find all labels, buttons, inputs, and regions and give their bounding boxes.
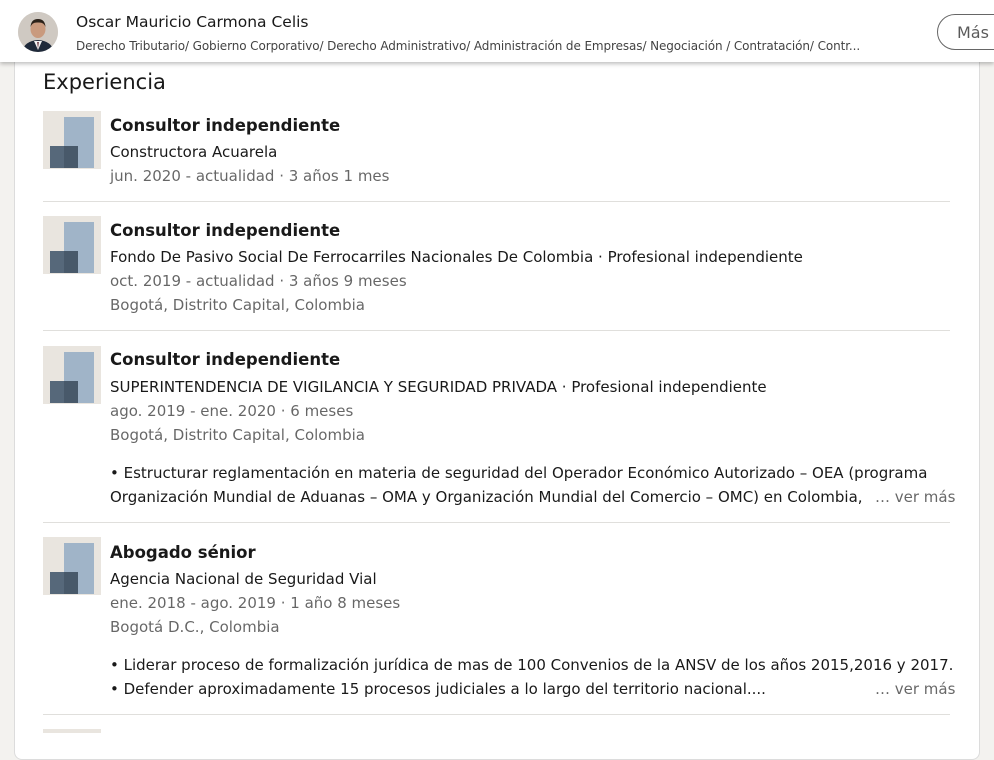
avatar[interactable] <box>18 12 58 52</box>
section-title: Experiencia <box>43 70 166 94</box>
experience-location: Bogotá D.C., Colombia <box>110 618 280 636</box>
company-logo[interactable] <box>43 346 101 404</box>
company-logo[interactable] <box>43 216 101 274</box>
experience-description: • Estructurar reglamentación en materia de seguridad del Operador Económico Autorizado – OEA (programa <box>110 464 928 482</box>
company-logo[interactable] <box>43 729 101 733</box>
more-button[interactable]: Más <box>937 14 994 50</box>
experience-description: • Defender aproximadamente 15 procesos judiciales a lo largo del territorio nacional.... <box>110 680 766 698</box>
experience-description: • Liderar proceso de formalización jurídica de mas de 100 Convenios de la ANSV de los años 2015,2016 y 2017. <box>110 656 954 674</box>
experience-company[interactable]: Agencia Nacional de Seguridad Vial <box>110 570 377 588</box>
experience-company[interactable]: Fondo De Pasivo Social De Ferrocarriles Nacionales De Colombia · Profesional independiente <box>110 248 803 266</box>
experience-title: Consultor independiente <box>110 221 341 240</box>
experience-location: Bogotá, Distrito Capital, Colombia <box>110 296 365 314</box>
experience-title: Consultor independiente <box>110 116 341 135</box>
see-more-link[interactable]: … ver más <box>869 488 955 506</box>
experience-title: Abogado sénior <box>110 543 256 562</box>
divider <box>43 201 950 202</box>
profile-name: Oscar Mauricio Carmona Celis <box>76 13 309 31</box>
see-more-link[interactable]: … ver más <box>869 680 955 698</box>
profile-headline: Derecho Tributario/ Gobierno Corporativo/ Derecho Administrativo/ Administración de Empresas/ Negociación / Contratación/ Contr... <box>76 39 861 53</box>
experience-title: Consultor independiente <box>110 350 341 369</box>
divider <box>43 522 950 523</box>
experience-dates: oct. 2019 - actualidad · 3 años 9 meses <box>110 272 407 290</box>
experience-dates: ago. 2019 - ene. 2020 · 6 meses <box>110 402 354 420</box>
divider <box>43 714 950 715</box>
company-logo[interactable] <box>43 537 101 595</box>
divider <box>43 330 950 331</box>
company-logo[interactable] <box>43 111 101 169</box>
experience-company[interactable]: Constructora Acuarela <box>110 143 278 161</box>
experience-dates: ene. 2018 - ago. 2019 · 1 año 8 meses <box>110 594 401 612</box>
experience-location: Bogotá, Distrito Capital, Colombia <box>110 426 365 444</box>
experience-dates: jun. 2020 - actualidad · 3 años 1 mes <box>110 167 390 185</box>
profile-sticky-header <box>0 0 994 62</box>
experience-company[interactable]: SUPERINTENDENCIA DE VIGILANCIA Y SEGURIDAD PRIVADA · Profesional independiente <box>110 378 767 396</box>
experience-description: Organización Mundial de Aduanas – OMA y Organización Mundial del Comercio – OMC) en Colombia, <box>110 488 863 506</box>
